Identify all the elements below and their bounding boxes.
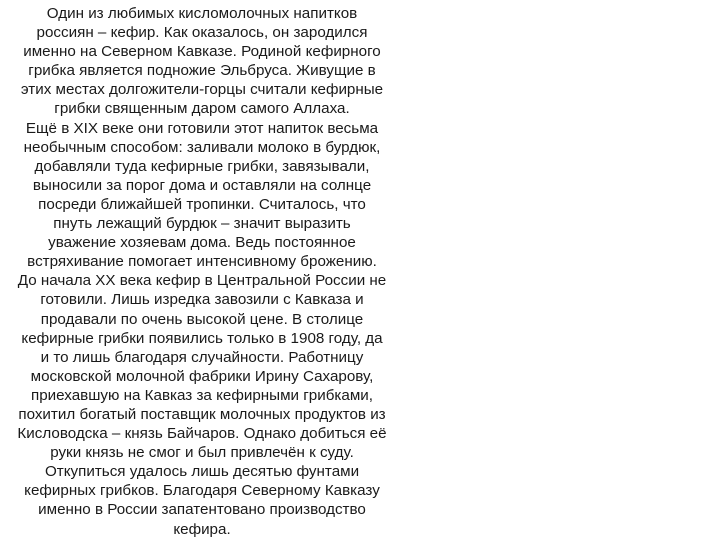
- text-line: похитил богатый поставщик молочных продуктов из: [18, 405, 386, 423]
- text-line: приехавшую на Кавказ за кефирными грибками,: [31, 386, 373, 404]
- text-line: именно в России запатентовано производство: [38, 501, 366, 519]
- text-line: россиян – кефир. Как оказалось, он зародился: [36, 24, 368, 42]
- text-line: кефирных грибков. Благодаря Северному Кавказу: [24, 482, 380, 500]
- text-line: грибки священным даром самого Аллаха.: [54, 100, 350, 118]
- text-line: необычным способом: заливали молоко в бурдюк,: [23, 138, 381, 156]
- text-line: выносили за порог дома и оставляли на солнце: [32, 176, 372, 194]
- text-line: кефирные грибки появились только в 1908 году, да: [21, 329, 383, 347]
- text-line: этих местах долгожители-горцы считали кефирные: [20, 81, 384, 99]
- text-line: Один из любимых кисломолочных напитков: [46, 5, 358, 22]
- text-line: московской молочной фабрики Ирину Сахарову,: [30, 367, 374, 385]
- text-line: готовили. Лишь изредка завозили с Кавказа и: [40, 291, 364, 309]
- text-line: Ещё в XIX веке они готовили этот напиток весьма: [25, 119, 379, 137]
- text-line: встряхивание помогает интенсивному брожению.: [27, 253, 377, 271]
- text-line: и то лишь благодаря случайности. Работницу: [40, 348, 364, 366]
- text-line: пнуть лежащий бурдюк – значит выразить: [53, 215, 351, 233]
- text-line: До начала XX века кефир в Центральной России не: [17, 272, 387, 290]
- body-text: [0, 4, 404, 539]
- text-line: посреди ближайшей тропинки. Считалось, что: [38, 195, 366, 213]
- text-line: руки князь не смог и был привлечён к суду.: [50, 444, 354, 462]
- text-line: уважение хозяевам дома. Ведь постоянное: [48, 234, 356, 252]
- text-line: кефира.: [173, 520, 231, 538]
- text-line: Откупиться удалось лишь десятью фунтами: [44, 463, 360, 481]
- text-line: добавляли туда кефирные грибки, завязывали,: [34, 157, 370, 175]
- text-line: продавали по очень высокой цене. В столице: [40, 310, 364, 328]
- text-line: именно на Северном Кавказе. Родиной кефирного: [23, 43, 381, 61]
- text-line: грибка является подножие Эльбруса. Живущие в: [28, 62, 376, 80]
- text-line: Кисловодска – князь Байчаров. Однако добиться её: [17, 425, 387, 443]
